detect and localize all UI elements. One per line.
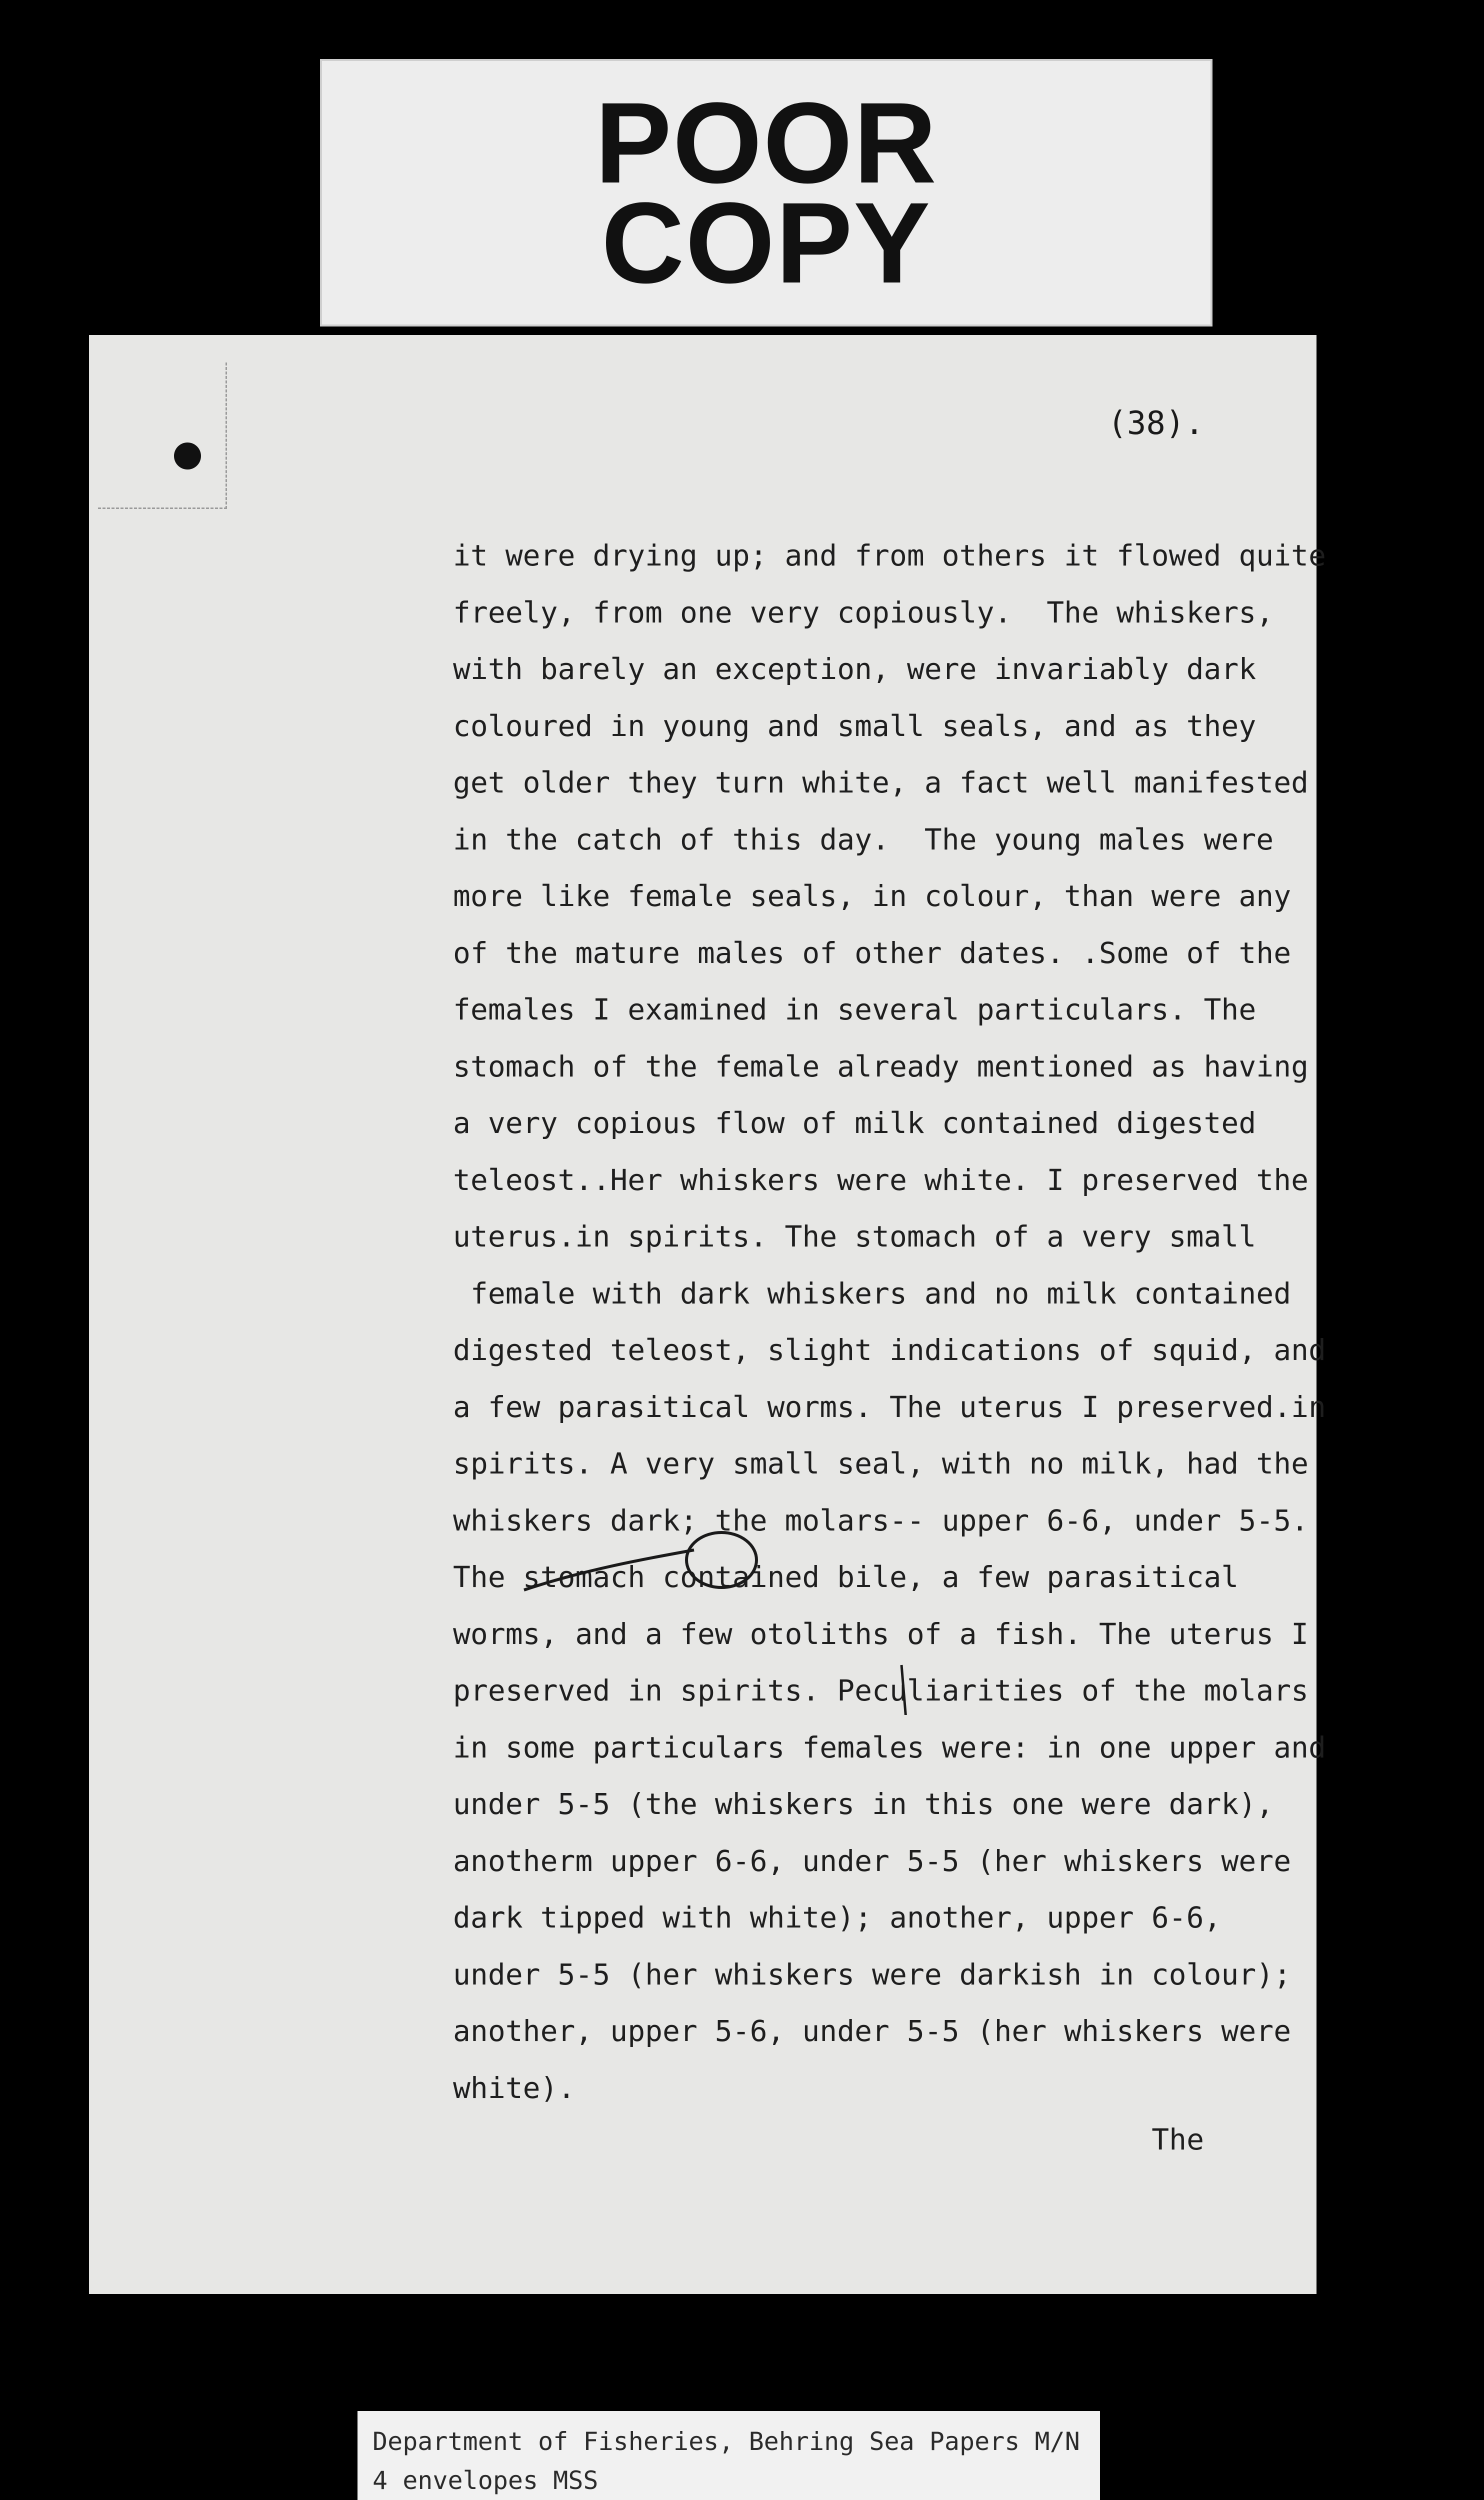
handwritten-margin-mark <box>424 1475 924 1715</box>
text-line: teleost..Her whiskers were white. I preserved the <box>453 1162 1309 1197</box>
text-line: stomach of the female already mentioned as having <box>453 1049 1309 1084</box>
text-line: under 5-5 (her whiskers were darkish in colour); <box>453 1957 1292 1992</box>
page-number: (38). <box>1108 405 1204 442</box>
text-line: another, upper 5-6, under 5-5 (her whiskers were <box>453 2014 1292 2048</box>
text-line: more like female seals, in colour, than were any <box>453 879 1292 913</box>
punch-hole <box>174 442 201 470</box>
body-text <box>453 528 1326 2116</box>
text-line: under 5-5 (the whiskers in this one were dark), <box>453 1787 1274 1821</box>
text-line: whiskers dark; the molars-- upper 6-6, under 5-5. <box>453 1503 1309 1538</box>
text-line: preserved in spirits. Peculiarities of the molars <box>453 1674 1309 1708</box>
text-line: a few parasitical worms. The uterus I preserved.in <box>453 1390 1326 1424</box>
text-line: it were drying up; and from others it flowed quite <box>453 538 1326 572</box>
text-line: digested teleost, slight indications of squid, and <box>453 1333 1326 1367</box>
text-line: get older they turn white, a fact well manifested <box>453 766 1309 800</box>
text-line: freely, from one very copiously. The whiskers, <box>453 595 1274 630</box>
text-line: female with dark whiskers and no milk contained <box>453 1276 1292 1310</box>
text-line: in some particulars females were: in one upper and <box>453 1730 1326 1764</box>
text-line: The stomach contained bile, a few parasitical <box>453 1560 1239 1594</box>
poor-copy-line-1: POOR <box>594 78 938 207</box>
text-line: spirits. A very small seal, with no milk, had the <box>453 1446 1309 1480</box>
collection-note-line-1: Department of Fisheries, Behring Sea Papers M/N <box>372 2427 1080 2456</box>
collection-note-label <box>358 2411 1100 2500</box>
text-line: coloured in young and small seals, and as they <box>453 708 1256 743</box>
text-line: anotherm upper 6-6, under 5-5 (her whiskers were <box>453 1844 1292 1878</box>
paperclip-mark <box>98 362 227 509</box>
text-line: in the catch of this day. The young males were <box>453 822 1274 856</box>
poor-copy-line-2: COPY <box>601 178 932 307</box>
text-line: white). <box>453 2070 576 2105</box>
text-line: females I examined in several particulars. The <box>453 992 1256 1026</box>
text-line: dark tipped with white); another, upper 6-6, <box>453 1900 1222 1934</box>
text-line: of the mature males of other dates. .Some of the <box>453 936 1292 970</box>
text-line: worms, and a few otoliths of a fish. The uterus I <box>453 1616 1309 1651</box>
text-line: uterus.in spirits. The stomach of a very small <box>453 1220 1256 1254</box>
poor-copy-stamp <box>320 59 1212 326</box>
text-line: with barely an exception, were invariably dark <box>453 652 1256 686</box>
collection-note-line-2: 4 envelopes MSS <box>372 2466 598 2495</box>
text-line: a very copious flow of milk contained digested <box>453 1106 1256 1140</box>
catchword: The <box>1152 2122 1204 2156</box>
document-page <box>89 335 1326 2294</box>
